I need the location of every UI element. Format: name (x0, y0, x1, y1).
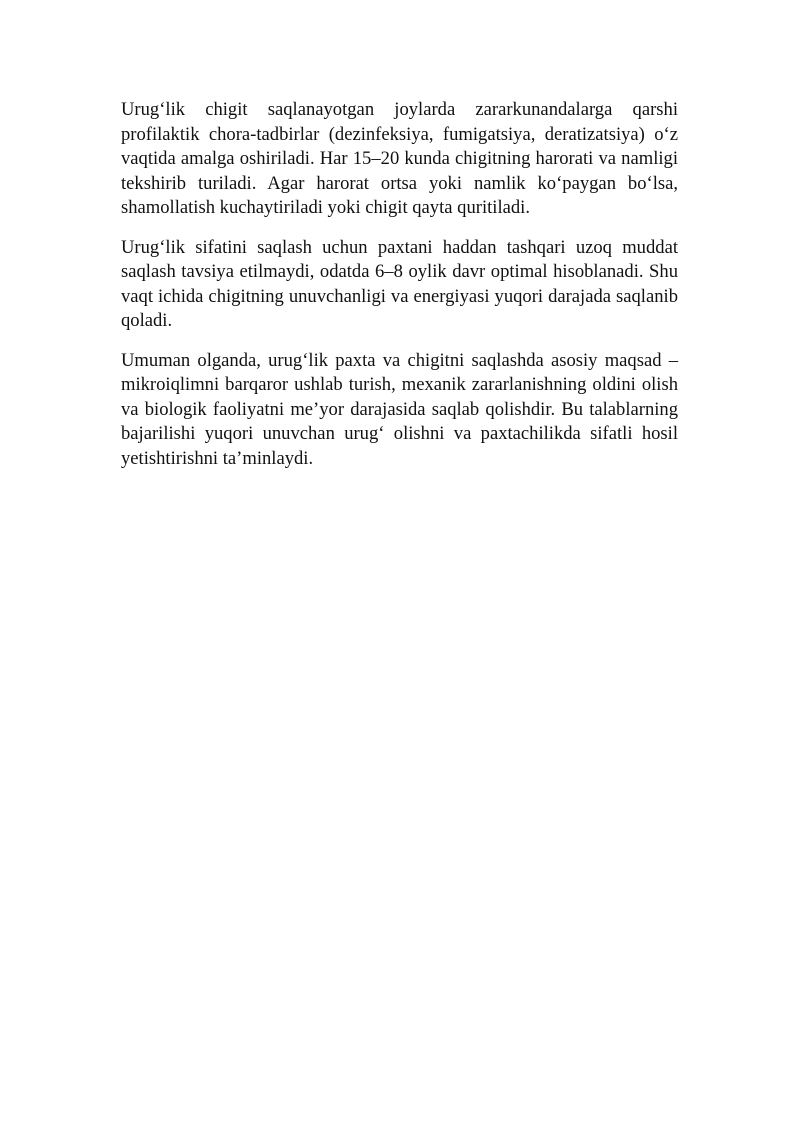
paragraph-storage-duration: Urug‘lik sifatini saqlash uchun paxtani haddan tashqari uzoq muddat saqlash tavsiya etilmaydi, odatda 6–8 oylik davr optimal hisoblanadi. Shu vaqt ichida chigitning unuvchanligi va energiyasi yuqori darajada saqlanib qoladi. (121, 236, 678, 331)
document-body (121, 98, 678, 486)
paragraph-conclusion: Umuman olganda, urug‘lik paxta va chigitni saqlashda asosiy maqsad – mikroiqlimni barqaror ushlab turish, mexanik zararlanishning oldini olish va biologik faoliyatni me’yor darajasida saqlab qolishdir. Bu talablarning bajarilishi yuqori unuvchan urug‘ olishni va paxtachilikda sifatli hosil yetishtirishni ta’minlaydi. (121, 349, 678, 469)
paragraph-pest-control: Urug‘lik chigit saqlanayotgan joylarda zararkunandalarga qarshi profilaktik chora-tadbirlar (dezinfeksiya, fumigatsiya, deratizatsiya) o‘z vaqtida amalga oshiriladi. Har 15–20 kunda chigitning harorati va namligi tekshirib turiladi. Agar harorat ortsa yoki namlik ko‘paygan bo‘lsa, shamollatish kuchaytiriladi yoki chigit qayta quritiladi. (121, 99, 678, 218)
